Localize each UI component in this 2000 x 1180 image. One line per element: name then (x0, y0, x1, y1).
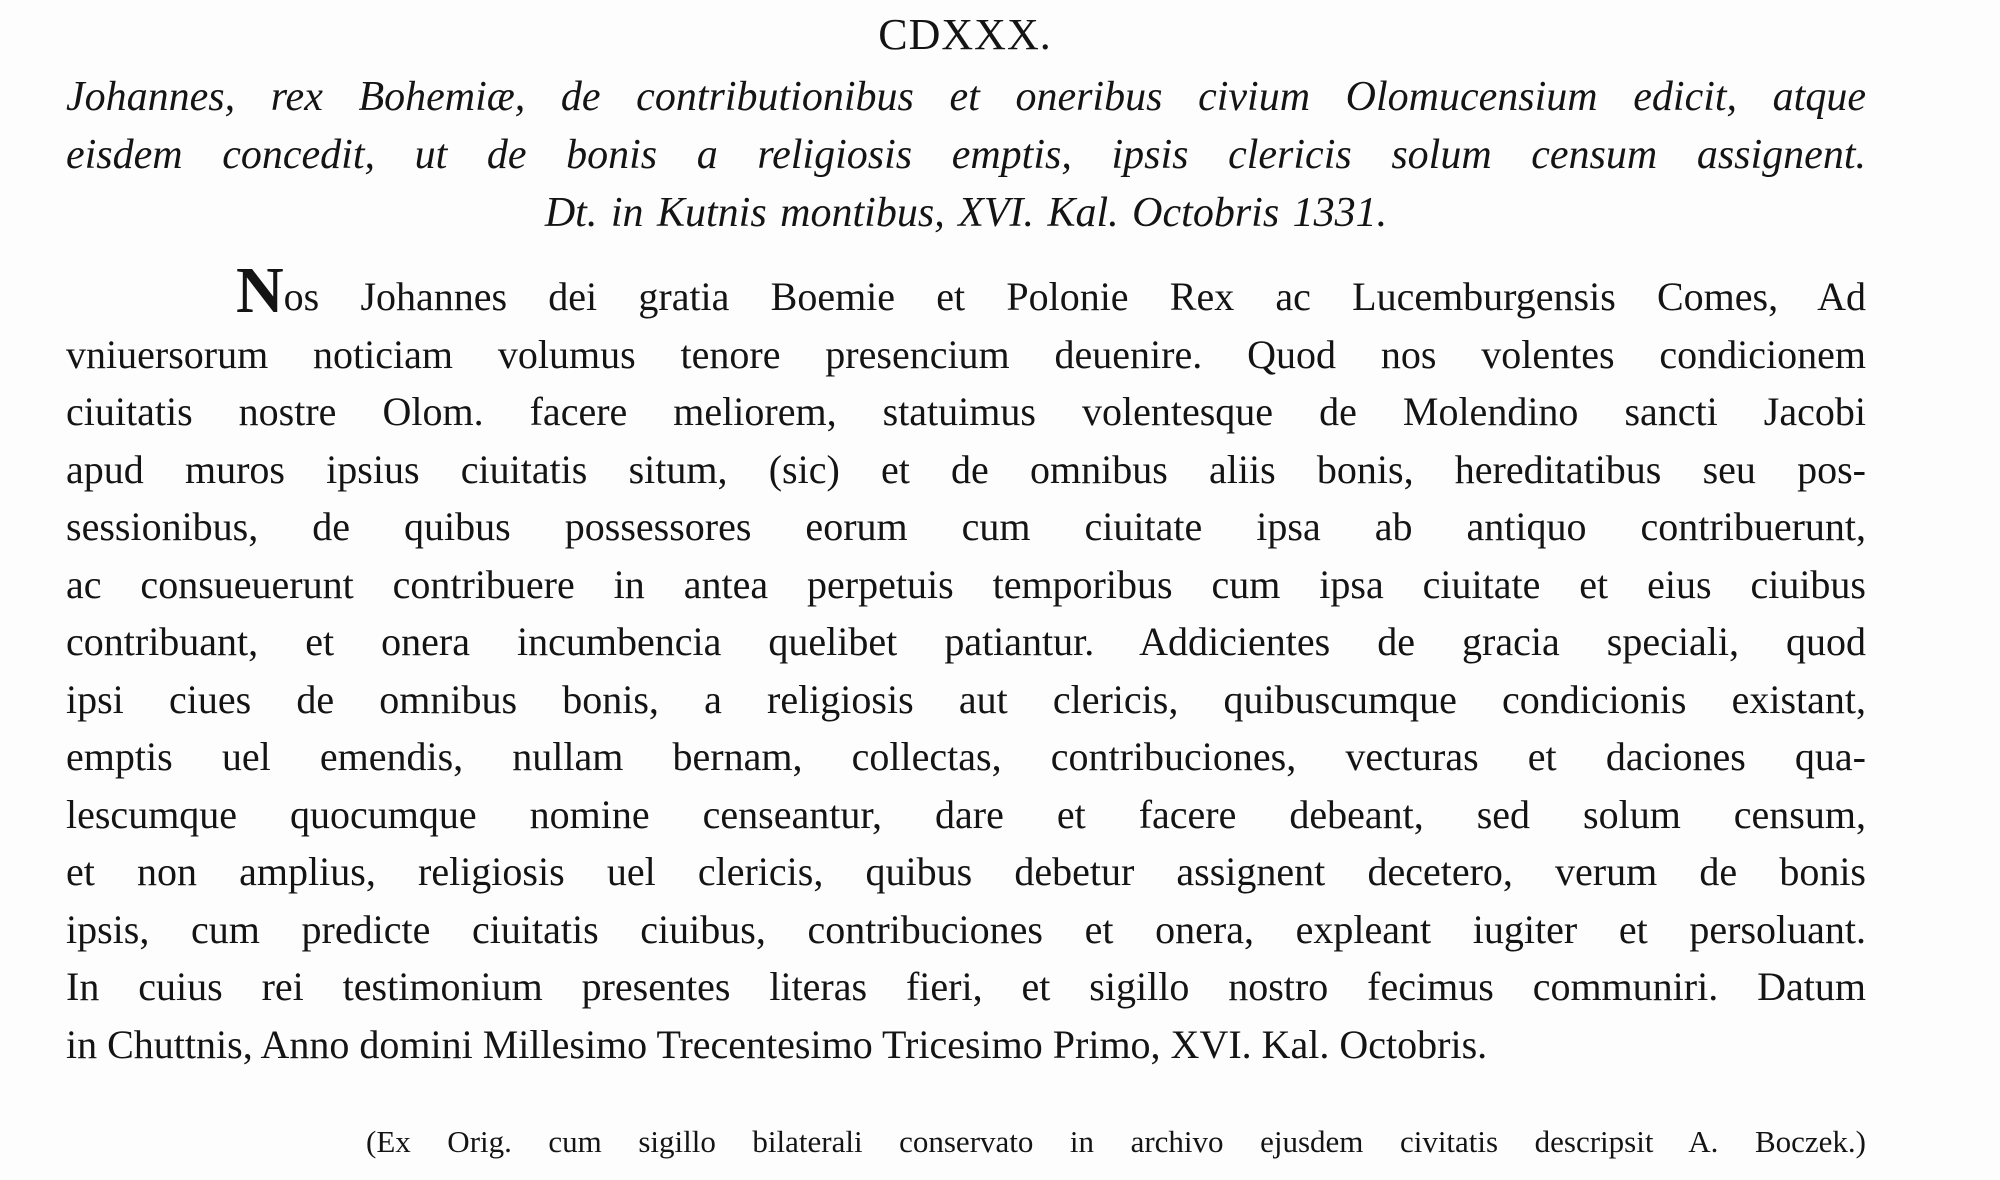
charter-line: ciuitatis nostre Olom. facere meliorem, statuimus volentesque de Molendino sancti Jacobi (66, 389, 1866, 434)
heading-line: Johannes, rex Bohemiæ, de contributionibus et oneribus civium Olomucensium edicit, atque (66, 74, 1866, 120)
charter-line: emptis uel emendis, nullam bernam, collectas, contribuciones, vecturas et daciones qua- (66, 734, 1866, 779)
initial-letter: N (236, 254, 284, 327)
source-note: (Ex Orig. cum sigillo bilaterali conservato in archivo ejusdem civitatis descripsit A. Boczek.) (366, 1124, 1866, 1159)
charter-line: contribuant, et onera incumbencia quelibet patiantur. Addicientes de gracia speciali, quod (66, 619, 1866, 664)
charter-first-line (66, 254, 1866, 327)
charter-line: vniuersorum noticiam volumus tenore presencium deuenire. Quod nos volentes condicionem (66, 331, 1866, 377)
charter-line: sessionibus, de quibus possessores eorum cum ciuitate ipsa ab antiquo contribuerunt, (66, 504, 1866, 549)
charter-last-line: in Chuttnis, Anno domini Millesimo Trecentesimo Tricesimo Primo, XVI. Kal. Octobris. (66, 1021, 1488, 1067)
heading-date-line: Dt. in Kutnis montibus, XVI. Kal. Octobris 1331. (544, 190, 1388, 236)
first-line-text: os Johannes dei gratia Boemie et Polonie Rex ac Lucemburgensis Comes, Ad (283, 274, 1866, 319)
charter-line: lescumque quocumque nomine censeantur, dare et facere debeant, sed solum censum, (66, 791, 1866, 837)
document-number: CDXXX. (878, 10, 1052, 59)
charter-line: apud muros ipsius ciuitatis situm, (sic) et de omnibus aliis bonis, hereditatibus seu pos- (66, 446, 1866, 492)
charter-line: et non amplius, religiosis uel clericis, quibus debetur assignent decetero, verum de bonis (66, 849, 1866, 894)
charter-text (66, 254, 1866, 1073)
heading-line: eisdem concedit, ut de bonis a religiosis emptis, ipsis clericis solum censum assignent. (66, 132, 1866, 178)
charter-line: ac consueuerunt contribuere in antea perpetuis temporibus cum ipsa ciuitate et eius ciuibus (66, 561, 1866, 607)
charter-line: In cuius rei testimonium presentes literas fieri, et sigillo nostro fecimus communiri. Datum (66, 964, 1866, 1009)
charter-line: ipsi ciues de omnibus bonis, a religiosis aut clericis, quibuscumque condicionis existant, (66, 676, 1866, 722)
document-heading (66, 68, 1866, 242)
charter-line: ipsis, cum predicte ciuitatis ciuibus, contribuciones et onera, expleant iugiter et persoluant. (66, 906, 1866, 952)
